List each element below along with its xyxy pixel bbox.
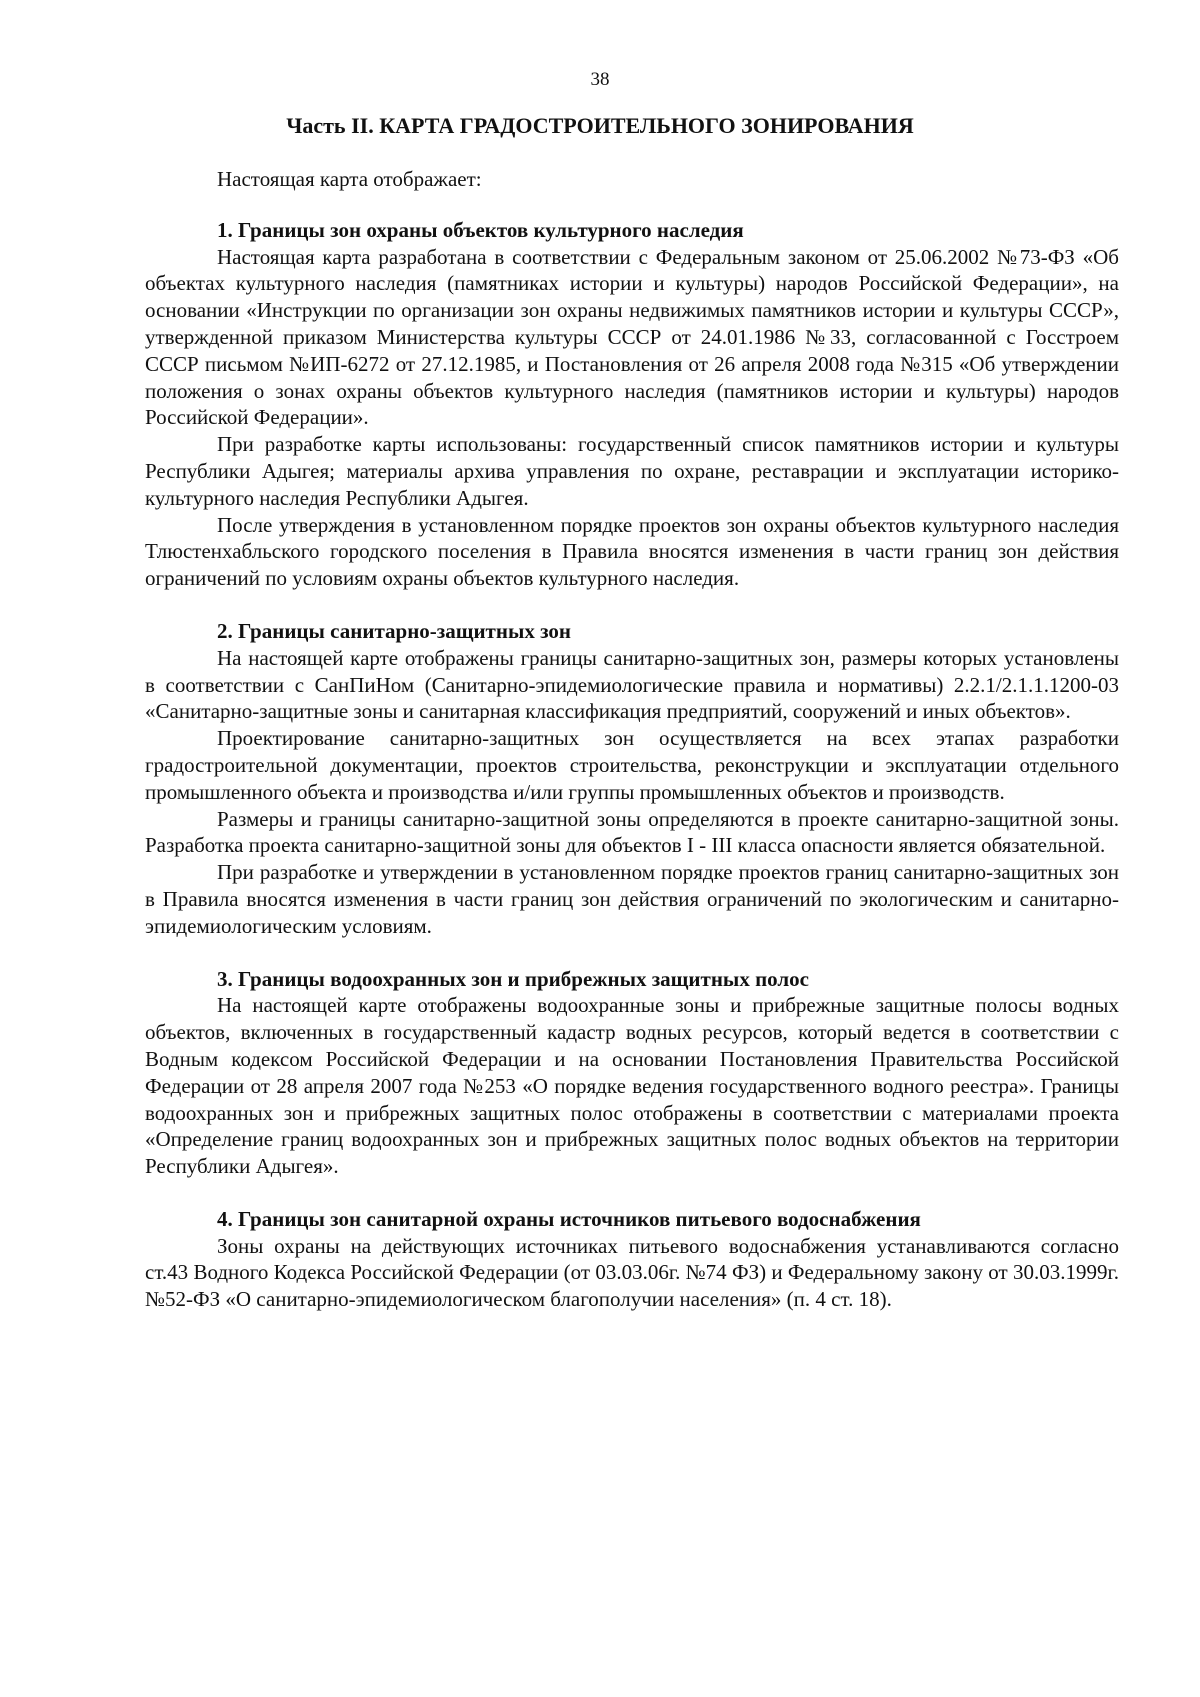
section-cultural-heritage [145,217,1119,592]
paragraph: Размеры и границы санитарно-защитной зоны определяются в проекте санитарно-защитной зоны. Разработка проекта санитарно-защитной зоны для объектов I - III класса опасности является обязательной. [145,806,1119,858]
paragraph: При разработке карты использованы: государственный список памятников истории и культуры Республики Адыгея; материалы архива управления по охране, реставрации и эксплуатации историко-культурного наследия Республики Адыгея. [145,432,1119,510]
paragraph: При разработке и утверждении в установленном порядке проектов границ санитарно-защитных зон в Правила вносятся изменения в части границ зон действия ограничений по экологическим и санитарно-эпидемиологическим условиям. [145,860,1119,938]
section-gap [145,1180,1119,1206]
section-heading: 1. Границы зон охраны объектов культурного наследия [217,217,744,242]
section-water-protection [145,966,1119,1180]
paragraph: Проектирование санитарно-защитных зон осуществляется на всех этапах разработки градостроительной документации, проектов строительства, реконструкции и эксплуатации отдельного промышленного объекта и производства и/или группы промышленных объектов и производств. [145,726,1119,804]
section-gap [145,592,1119,618]
paragraph: После утверждения в установленном порядке проектов зон охраны объектов культурного наследия Тлюстенхабльского городского поселения в Правила вносятся изменения в части границ зон действия ограничений по условиям охраны объектов культурного наследия. [145,512,1119,591]
document-body [145,166,1119,1313]
section-gap [145,940,1119,966]
section-heading: 4. Границы зон санитарной охраны источников питьевого водоснабжения [217,1206,921,1231]
paragraph: На настоящей карте отображены водоохранные зоны и прибрежные защитные полосы водных объектов, включенных в государственный кадастр водных ресурсов, который ведется в соответствии с Водным кодексом Российской Федерации и на основании Постановления Правительства Российской Федерации от 28 апреля 2007 года №253 «О порядке ведения государственного водного реестра». Границы водоохранных зон и прибрежных защитных полос отображены в соответствии с материалами проекта «Определение границ водоохранных зон и прибрежных защитных полос водных объектов на территории Республики Адыгея». [145,993,1119,1179]
intro-text: Настоящая карта отображает: [217,167,482,191]
section-heading: 2. Границы санитарно-защитных зон [217,618,572,643]
paragraph: Зоны охраны на действующих источниках питьевого водоснабжения устанавливаются согласно ст.43 Водного Кодекса Российской Федерации (от 03.03.06г. №74 ФЗ) и Федеральному закону от 30.03.1999г. №52-ФЗ «О санитарно-эпидемиологическом благополучии населения» (п. 4 ст. 18). [145,1233,1119,1312]
section-heading: 3. Границы водоохранных зон и прибрежных защитных полос [217,966,809,991]
section-sanitary-zones [145,618,1119,940]
paragraph: Настоящая карта разработана в соответствии с Федеральным законом от 25.06.2002 №73-ФЗ «Об объектах культурного наследия (памятниках истории и культуры) народов Российской Федерации», на основании «Инструкции по организации зон охраны недвижимых памятников истории и культуры СССР», утвержденной приказом Министерства культуры СССР от 24.01.1986 №33, согласованной с Госстроем СССР письмом №ИП-6272 от 27.12.1985, и Постановления от 26 апреля 2008 года №315 «Об утверждении положения о зонах охраны объектов культурного наследия (памятников истории и культуры) народов Российской Федерации». [145,244,1119,430]
paragraph: На настоящей карте отображены границы санитарно-защитных зон, размеры которых установлены в соответствии с СанПиНом (Санитарно-эпидемиологические правила и нормативы) 2.2.1/2.1.1.1200-03 «Санитарно-защитные зоны и санитарная классификация предприятий, сооружений и иных объектов». [145,645,1119,724]
page-number: 38 [590,69,610,90]
page-title: Часть II. КАРТА ГРАДОСТРОИТЕЛЬНОГО ЗОНИРОВАНИЯ [286,113,914,138]
section-drinking-water [145,1206,1119,1313]
